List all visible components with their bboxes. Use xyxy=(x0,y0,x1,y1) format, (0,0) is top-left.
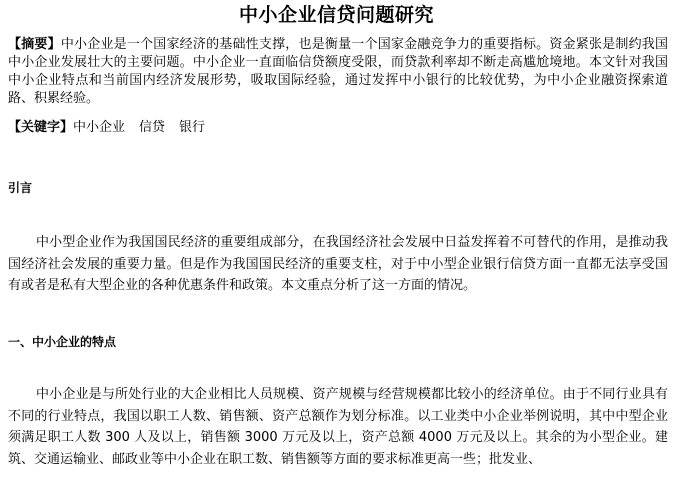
abstract-text: 中小企业是一个国家经济的基础性支撑，也是衡量一个国家金融竞争力的重要指标。资金紧张是制约我国中小企业发展壮大的主要问题。中小企业一直面临信贷额度受限，而贷款利率却不断走高尴尬境地。本文针对我国中小企业特点和当前国内经济发展形势，吸取国际经验，通过发挥中小银行的比较优势，为中小企业融资探索道路、积累经验。 xyxy=(8,37,668,106)
section-paragraph-intro: 中小型企业作为我国国民经济的重要组成部分，在我国经济社会发展中日益发挥着不可替代的作用，是推动我国经济社会发展的重要力量。但是作为我国国民经济的重要支柱，对于中小型企业银行信贷方面一直都无法享受国有或者是私有大型企业的各种优惠条件和政策。本文重点分析了这一方面的情况。 xyxy=(8,235,668,293)
abstract-label: 【摘要】 xyxy=(8,37,61,52)
keywords-label: 【关键字】 xyxy=(8,120,74,135)
section-heading-characteristics: 一、中小企业的特点 xyxy=(8,335,117,349)
keywords xyxy=(8,119,668,137)
keyword-item: 银行 xyxy=(179,120,206,135)
section-heading-intro: 引言 xyxy=(8,181,33,195)
abstract xyxy=(8,36,668,108)
section-paragraph-characteristics: 中小企业是与所处行业的大企业相比人员规模、资产规模与经营规模都比较小的经济单位。由于不同行业具有不同的行业特点，我国以职工人数、销售额、资产总额作为划分标准。以工业类中小企业举例说明，其中中型企业须满足职工人数 300 人及以上，销售额 3000 万元及以上，资产总额 4000 万元及以上。其余的为小型企业。建筑、交通运输业、邮政业等中小企业在职工数、销售额等方面的要求标准更高一些；批发业、 xyxy=(8,387,668,467)
keyword-item: 信贷 xyxy=(139,120,166,135)
paper-title: 中小企业信贷问题研究 xyxy=(238,4,434,26)
keyword-item: 中小企业 xyxy=(73,120,126,135)
